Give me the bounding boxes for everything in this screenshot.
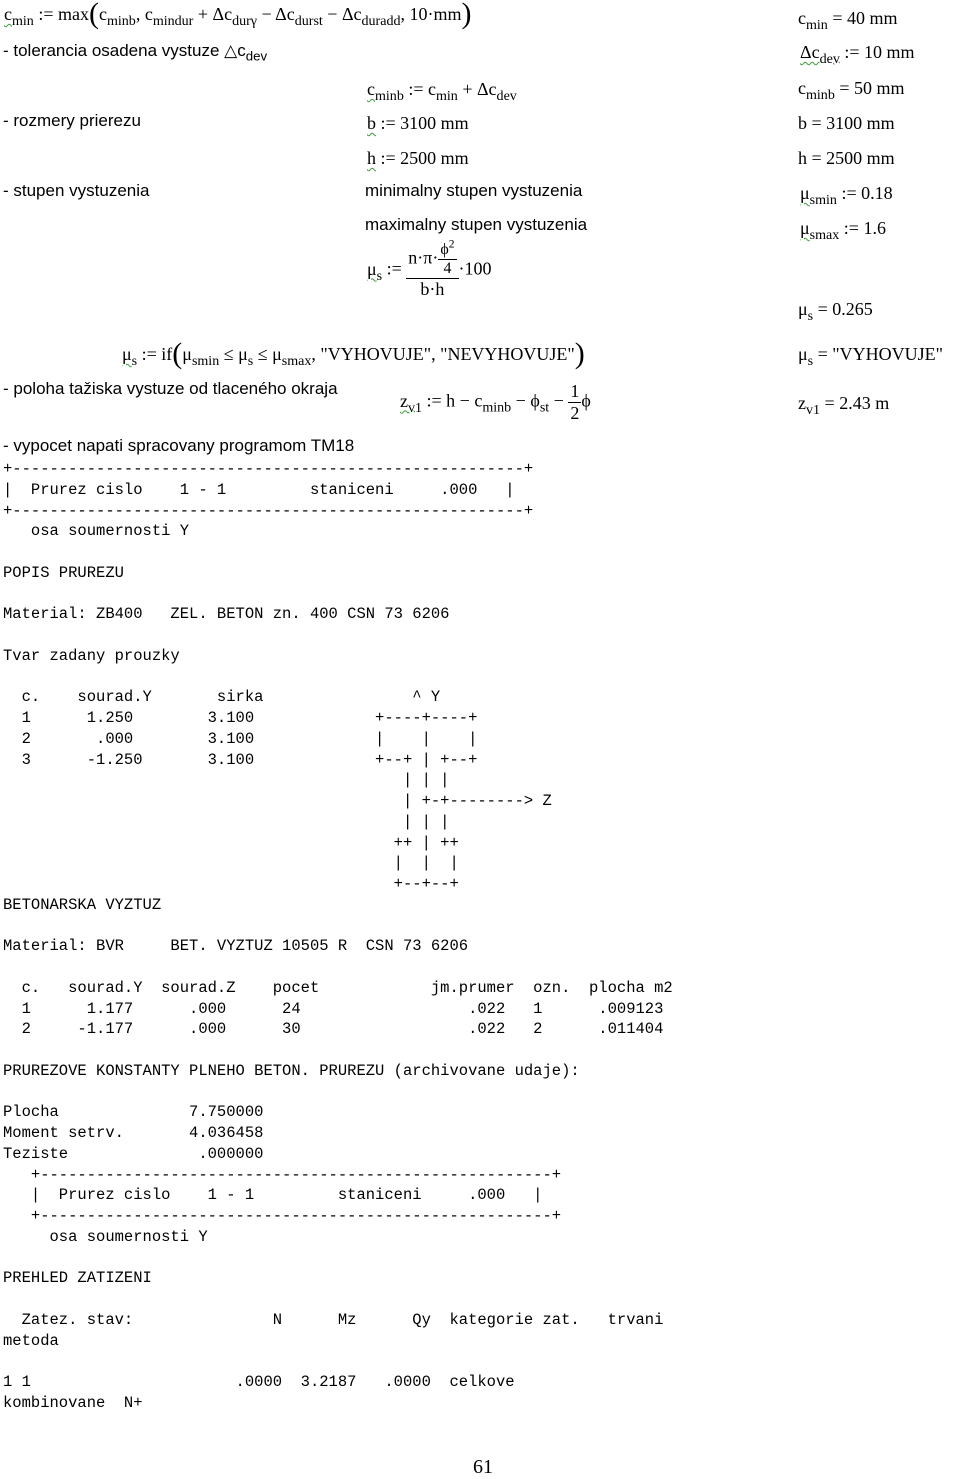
cmin-definition: $c_{min}$ := $\max(c_{minb}$, $c_{mindur} + \Delta c_{dur\gamma} - \Delta c_{durst} - \Delta c_{duradd}$, 10·mm) (4, 0, 472, 30)
mu-s-check: $\mu_s$ := $if(\mu_{smin} \le \mu_s \le \mu_{smax}$, "VYHOVUJE", "NEVYHOVUJE") (122, 337, 585, 370)
mu-s-check-result: $\mu_s$ = "VYHOVUJE" (798, 344, 943, 369)
h-result: h = 2500 mm (798, 148, 895, 168)
delta-cdev-assign: $\Delta c_{dev}$ := 10 mm (800, 42, 915, 67)
page-number: 61 (473, 1456, 493, 1478)
stress-label: - vypocet napati spracovany programom TM18 (3, 436, 355, 455)
min-reinf-label: minimalny stupen vystuzenia (365, 181, 583, 200)
cminb-assign: $c_{minb}$ := $c_{min} + \Delta c_{dev}$ (367, 79, 517, 104)
h-assign: h := 2500 mm (367, 148, 469, 168)
mu-smin-assign: $\mu_{smin}$ := 0.18 (800, 183, 893, 208)
dims-label: - rozmery prierezu (3, 111, 141, 130)
b-result: b = 3100 mm (798, 113, 895, 133)
max-reinf-label: maximalny stupen vystuzenia (365, 215, 588, 234)
b-assign: b := 3100 mm (367, 113, 469, 133)
mu-s-formula: $\mu_s$ := n·π· $\frac{\phi^2}{4}$ b·h ·100 (367, 238, 492, 299)
mu-s-result: $\mu_s = 0.265$ (798, 299, 873, 324)
cmin-result: $c_{min} = 40$ mm (798, 8, 898, 33)
mu-smax-assign: $\mu_{smax}$ := 1.6 (800, 218, 886, 243)
zv1-formula: $z_{v1}$ := $h - c_{minb} - \phi_{st}$ − $\frac{1}{2}$ ϕ (400, 381, 591, 423)
tm18-output: +-------------------------------------------------------+ | Prurez cislo 1 - 1 staniceni .000 | +-------------------------------------------------------+ osa soumernosti Y POPIS PRUREZU Material: ZB400 ZEL. BETON zn. 400 CSN 73 6206 Tvar zadany prouzky c. sourad.Y sirka ^ Y 1 1.250 3.100 +----+----+ 2 .000 3.100 | | | 3 -1.250 3.100 +--+ | +--+ | | | | +-+--------> Z | | | ++ | ++ | | | +--+--+ BETONARSKA VYZTUZ Material: BVR BET. VYZTUZ 10505 R CSN 73 6206 c. sourad.Y sourad.Z pocet jm.prumer ozn. plocha m2 1 1.177 .000 24 .022 1 .009123 2 -1.177 .000 30 .022 2 .011404 PRUREZOVE KONSTANTY PLNEHO BETON. PRUREZU (archivovane udaje): Plocha 7.750000 Moment setrv. 4.036458 Teziste .000000 +-------------------------------------------------------+ | Prurez cislo 1 - 1 staniceni .000 | +-------------------------------------------------------+ osa soumernosti Y PREHLED ZATIZENI Zatez. stav: N Mz Qy kategorie zat. trvani metoda 1 1 .0000 3.2187 .0000 celkove kombinovane N+ (3, 460, 673, 1412)
centroid-label: - poloha tažiska vystuze od tlaceného okraja (3, 379, 338, 398)
cminb-result: $c_{minb} = 50$ mm (798, 78, 905, 103)
zv1-result: $z_{v1} = 2.43$ m (798, 393, 890, 418)
reinf-label: - stupen vystuzenia (3, 181, 150, 200)
tolerance-label: - tolerancia osadena vystuze $\triangle c_{dev}$ (3, 41, 268, 64)
